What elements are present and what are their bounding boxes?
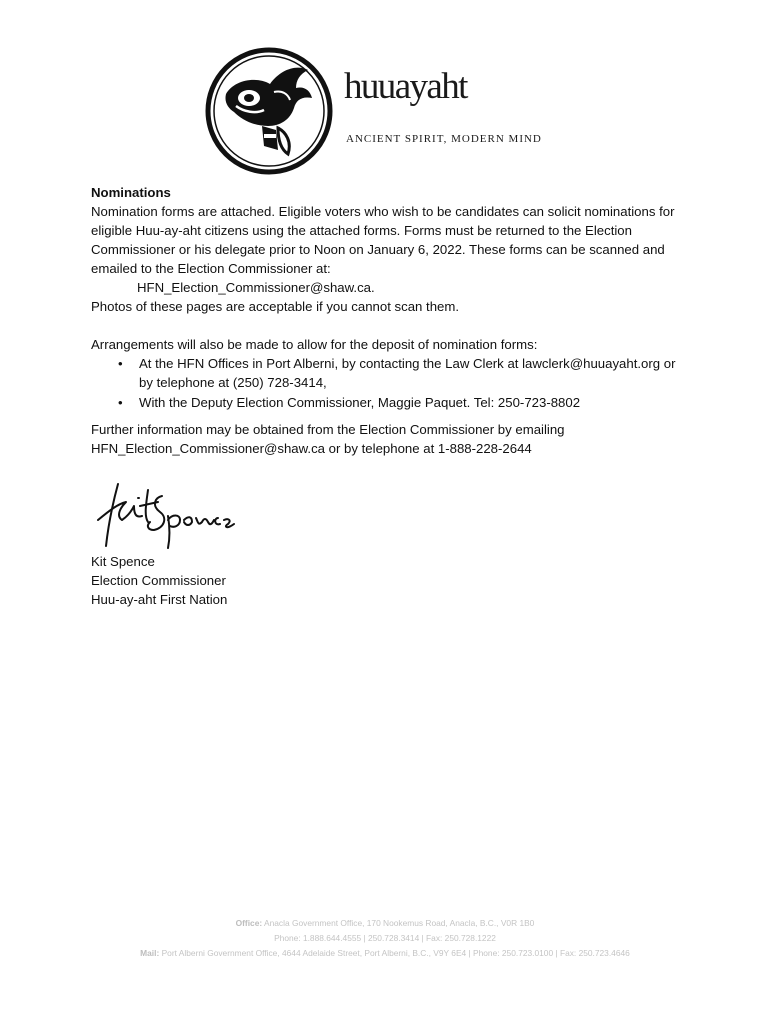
footer-office-line [0, 916, 770, 931]
footer-office-phone: Phone: 1.888.644.4555 | 250.728.3414 | Fax: 250.728.1222 [274, 933, 496, 943]
signer-title: Election Commissioner [91, 573, 226, 588]
list-item [91, 393, 691, 412]
list-item [91, 354, 691, 392]
photos-note: Photos of these pages are acceptable if you cannot scan them. [91, 299, 460, 314]
bullet-icon: • [118, 356, 123, 371]
footer-mail-text: Port Alberni Government Office, 4644 Adelaide Street, Port Alberni, B.C., V9Y 6E4 | Phone: 250.723.0100 | Fax: 250.723.4646 [161, 948, 630, 958]
bullet-icon: • [118, 395, 123, 410]
footer-mail-label: Mail: [140, 948, 160, 958]
huuayaht-circle-emblem-icon [204, 46, 334, 176]
handwritten-signature-icon [92, 476, 242, 551]
footer-mail-line [0, 946, 770, 961]
nominations-section [91, 183, 691, 316]
tagline: ANCIENT SPIRIT, MODERN MIND [346, 133, 542, 145]
further-info: Further information may be obtained from the Election Commissioner by emailing HFN_Election_Commissioner@shaw.ca or by telephone at 1-888-228-2644 [91, 422, 565, 456]
arrangements-section [91, 335, 691, 412]
nominations-paragraph: Nomination forms are attached. Eligible voters who wish to be candidates can solicit nominations for eligible Huu-ay-aht citizens using the attached forms. Forms must be returned to the Election Commissioner or his delegate prior to Noon on January 6, 2022. These forms can be scanned and emailed to the Election Commissioner at: [91, 204, 675, 276]
signature-block [91, 552, 691, 609]
signer-organization: Huu-ay-aht First Nation [91, 592, 228, 607]
signer-name: Kit Spence [91, 554, 155, 569]
footer-office-label: Office: [235, 918, 263, 928]
commissioner-email: HFN_Election_Commissioner@shaw.ca. [137, 280, 375, 295]
letterhead-logo [204, 46, 554, 176]
section-heading: Nominations [91, 185, 171, 200]
list-item-text: With the Deputy Election Commissioner, Maggie Paquet. Tel: 250-723-8802 [139, 395, 581, 410]
wordmark: huuayaht [344, 66, 467, 107]
footer-office-text: Anacla Government Office, 170 Nookemus Road, Anacla, B.C., V0R 1B0 [264, 918, 535, 928]
arrangements-list [91, 354, 691, 412]
arrangements-intro: Arrangements will also be made to allow for the deposit of nomination forms: [91, 337, 538, 352]
page-footer [0, 916, 770, 961]
list-item-text: At the HFN Offices in Port Alberni, by contacting the Law Clerk at lawclerk@huuayaht.org or by telephone at (250) 728-3414, [139, 356, 676, 390]
